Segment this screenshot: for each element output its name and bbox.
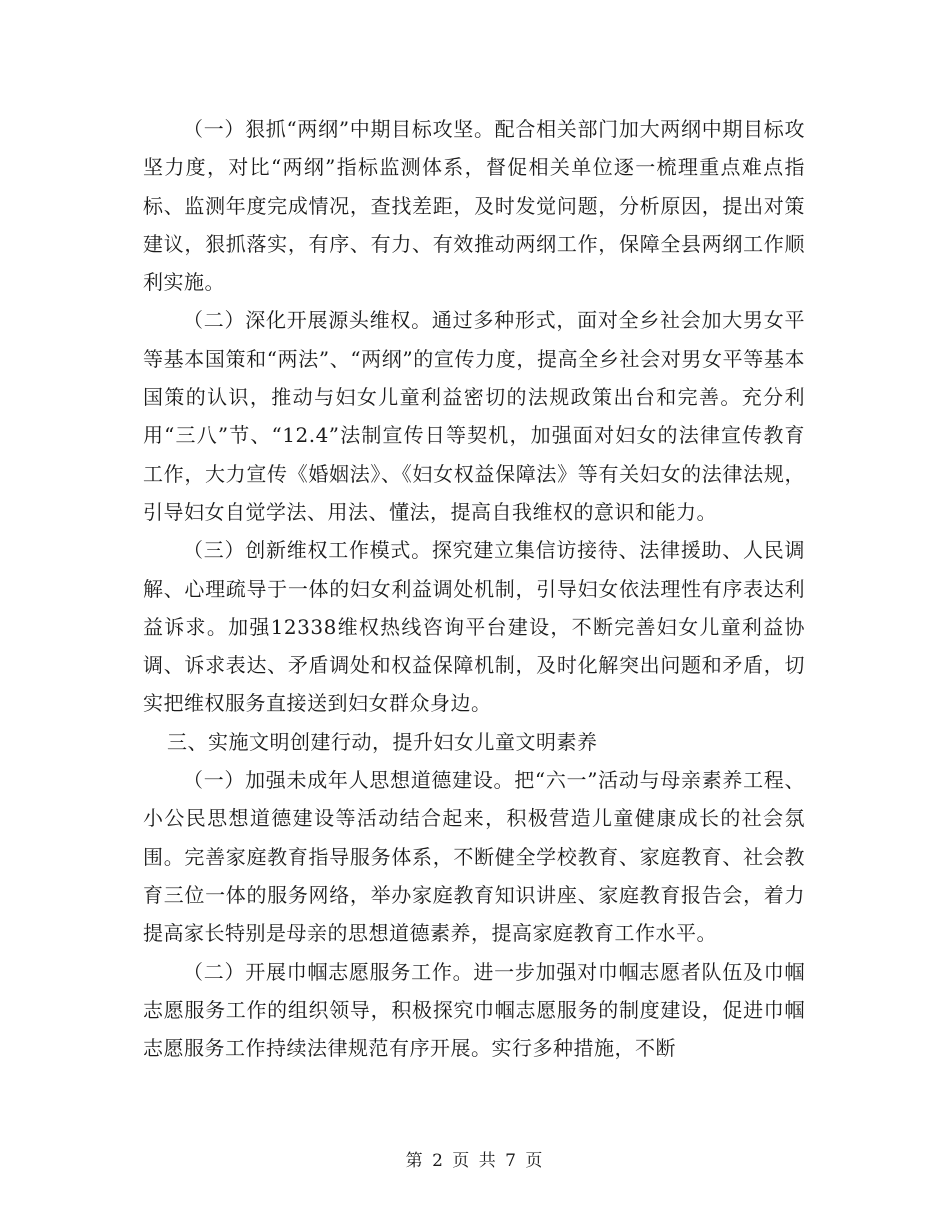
page-number-footer: 第 2 页 共 7 页 — [405, 1151, 545, 1171]
paragraph-rights-mode: （三）创新维权工作模式。探究建立集信访接待、法律援助、人民调解、心理疏导于一体的妇女利益调处机制，引导妇女依法理性有序表达利益诉求。加强12338维权热线咨询平台建设，不断完善妇女儿童利益协调、诉求表达、矛盾调处和权益保障机制，及时化解突出问题和矛盾，切实把维权服务直接送到妇女群众身边。 — [143, 538, 805, 716]
paragraph-source-rights: （二）深化开展源头维权。通过多种形式，面对全乡社会加大男女平等基本国策和“两法”、“两纲”的宣传力度，提高全乡社会对男女平等基本国策的认识，推动与妇女儿童利益密切的法规政策出台和完善。充分利用“三八”节、“12.4”法制宣传日等契机，加强面对妇女的法律宣传教育工作，大力宣传《婚姻法》、《妇女权益保障法》等有关妇女的法律法规，引导妇女自觉学法、用法、懂法，提高自我维权的意识和能力。 — [143, 308, 805, 524]
paragraph-minors-morality: （一）加强未成年人思想道德建设。把“六一”活动与母亲素养工程、小公民思想道德建设等活动结合起来，积极营造儿童健康成长的社会氛围。完善家庭教育指导服务体系，不断健全学校教育、家庭教育、社会教育三位一体的服务网络，举办家庭教育知识讲座、家庭教育报告会，着力提高家长特别是母亲的思想道德素养，提高家庭教育工作水平。 — [143, 768, 805, 946]
paragraph-two-outlines: （一）狠抓“两纲”中期目标攻坚。配合相关部门加大两纲中期目标攻坚力度，对比“两纲”指标监测体系，督促相关单位逐一梳理重点难点指标、监测年度完成情况，查找差距，及时发觉问题，分析原因，提出对策建议，狠抓落实，有序、有力、有效推动两纲工作，保障全县两纲工作顺利实施。 — [143, 117, 805, 295]
paragraph-volunteer-service: （二）开展巾帼志愿服务工作。进一步加强对巾帼志愿者队伍及巾帼志愿服务工作的组织领导，积极探究巾帼志愿服务的制度建设，促进巾帼志愿服务工作持续法律规范有序开展。实行多种措施，不断 — [143, 959, 805, 1061]
document-body — [143, 110, 805, 1067]
section-heading: 三、实施文明创建行动，提升妇女儿童文明素养 — [167, 729, 598, 754]
